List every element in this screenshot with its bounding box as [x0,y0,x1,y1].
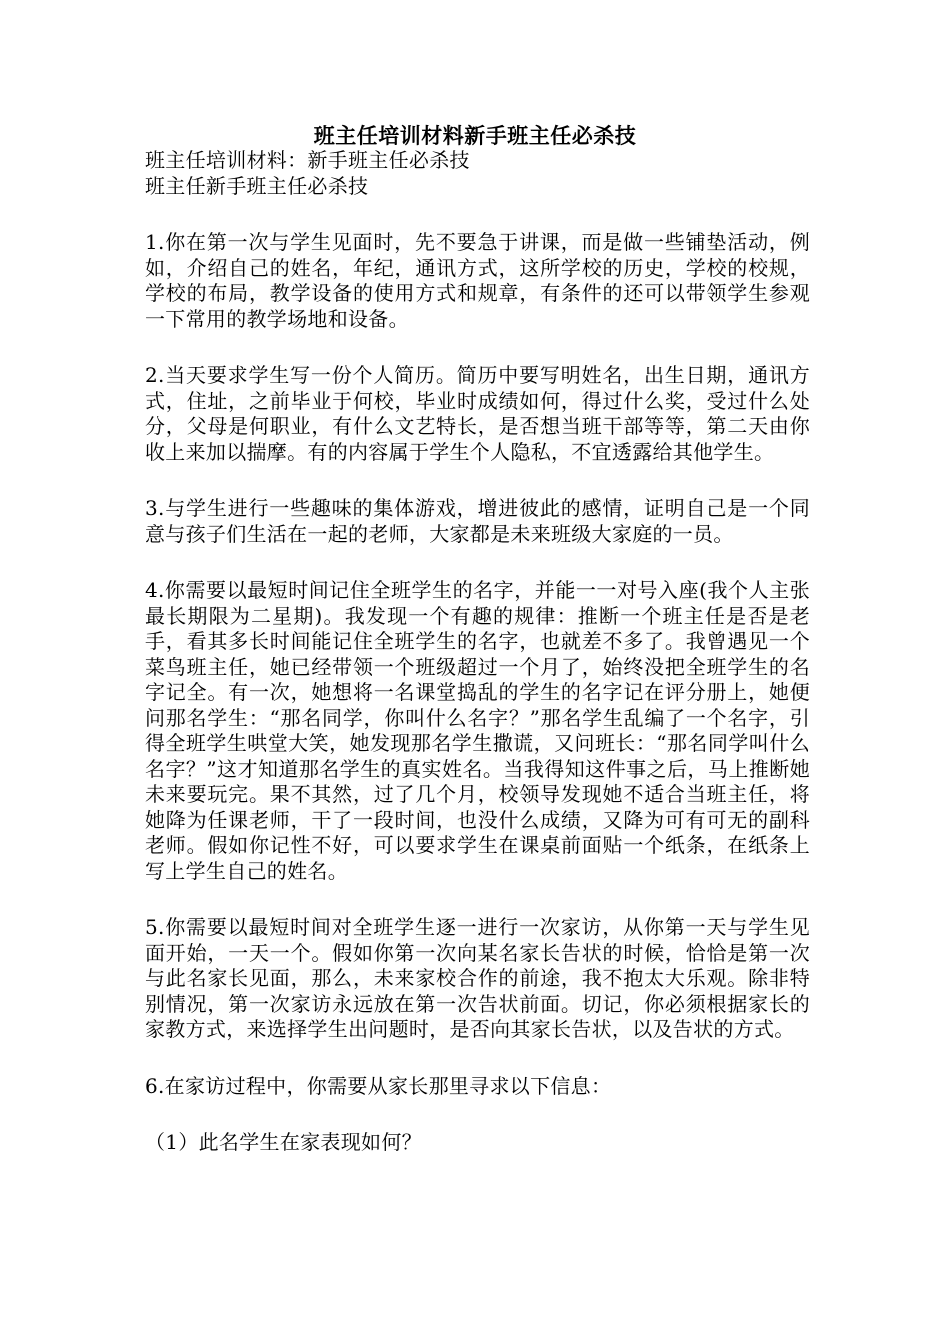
document-body [145,148,810,1156]
paragraph-2: 2.当天要求学生写一份个人简历。简历中要写明姓名，出生日期，通讯方式，住址，之前毕业于何校，毕业时成绩如何，得过什么奖，受过什么处分，父母是何职业，有什么文艺特长，是否想当班干部等等，第二天由你收上来加以揣摩。有的内容属于学生个人隐私，不宜透露给其他学生。 [145,363,810,464]
paragraph-spacer [145,1043,810,1074]
subtitle-line-2: 班主任新手班主任必杀技 [145,173,369,198]
paragraph-spacer [145,332,810,363]
paragraph-spacer [145,199,810,230]
subitem-1: （1）此名学生在家表现如何？ [145,1130,422,1154]
subtitle-line-1: 班主任培训材料：新手班主任必杀技 [145,148,470,172]
paragraph-spacer [145,884,810,915]
paragraph-5: 5.你需要以最短时间对全班学生逐一进行一次家访，从你第一天与学生见面开始，一天一个。假如你第一次向某名家长告状的时候，恰恰是第一次与此名家长见面，那么，未来家校合作的前途，我不抱太大乐观。除非特别情况，第一次家访永远放在第一次告状前面。切记，你必须根据家长的家教方式，来选择学生出问题时，是否向其家长告状，以及告状的方式。 [145,915,810,1041]
document-title: 班主任培训材料新手班主任必杀技 [313,123,637,148]
paragraph-1: 1.你在第一次与学生见面时，先不要急于讲课，而是做一些铺垫活动，例如，介绍自己的姓名，年纪，通讯方式，这所学校的历史，学校的校规，学校的布局，教学设备的使用方式和规章，有条件的还可以带领学生参观一下常用的教学场地和设备。 [145,230,810,331]
paragraph-6: 6.在家访过程中，你需要从家长那里寻求以下信息： [145,1073,612,1098]
paragraph-spacer [145,1099,810,1130]
paragraph-spacer [145,547,810,578]
paragraph-3: 3.与学生进行一些趣味的集体游戏，增进彼此的感情，证明自己是一个同意与孩子们生活在一起的老师，大家都是未来班级大家庭的一员。 [145,496,810,546]
paragraph-spacer [145,465,810,496]
paragraph-4: 4.你需要以最短时间记住全班学生的名字，并能一一对号入座(我个人主张最长期限为二星期)。我发现一个有趣的规律：推断一个班主任是否是老手，看其多长时间能记住全班学生的名字，也就差不多了。我曾遇见一个菜鸟班主任，她已经带领一个班级超过一个月了，始终没把全班学生的名字记全。有一次，她想将一名课堂捣乱的学生的名字记在评分册上，她便问那名学生：“那名同学，你叫什么名字？”那名学生乱编了一个名字，引得全班学生哄堂大笑，她发现那名学生撒谎，又问班长：“那名同学叫什么名字？”这才知道那名学生的真实姓名。当我得知这件事之后，马上推断她未来要玩完。果不其然，过了几个月，校领导发现她不适合当班主任，将她降为任课老师，干了一段时间，也没什么成绩，又降为可有可无的副科老师。假如你记性不好，可以要求学生在课桌前面贴一个纸条，在纸条上写上学生自己的姓名。 [145,578,810,883]
